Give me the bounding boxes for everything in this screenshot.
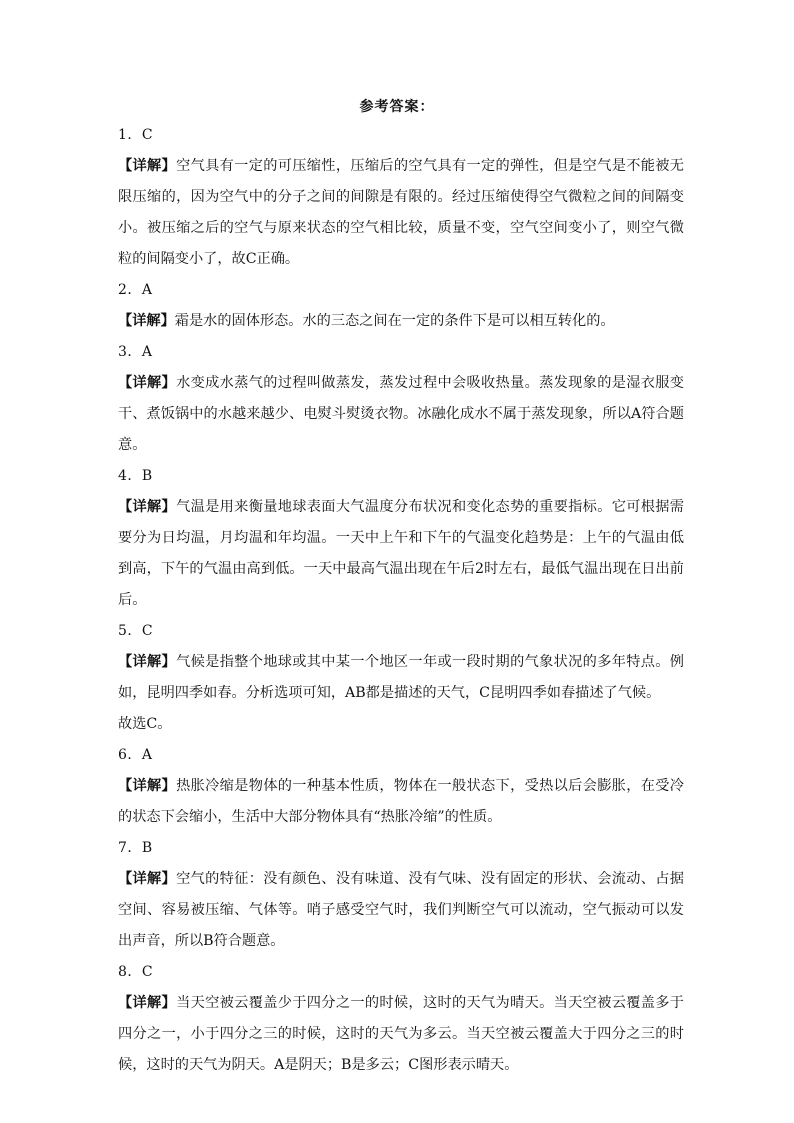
answer-number: 7．B (118, 840, 153, 856)
answer-conclusion: 故选C。 (118, 716, 172, 732)
answer-item-4 (118, 461, 684, 616)
explanation-text: 空气的特征：没有颜色、没有味道、没有气味、没有固定的形状、会流动、占据空间、容易被压缩、气体等。哨子感受空气时，我们判断空气可以流动，空气振动可以发出声音，所以B符合题意。 (118, 871, 684, 949)
answer-number: 4．B (118, 468, 153, 484)
answer-explanation (118, 306, 684, 337)
explanation-text: 空气具有一定的可压缩性，压缩后的空气具有一定的弹性，但是空气是不能被无限压缩的，因为空气中的分子之间的间隙是有限的。经过压缩使得空气微粒之间的间隔变小。被压缩之后的空气与原来状态的空气相比较，质量不变，空气空间变小了，则空气微粒的间隔变小了，故C正确。 (118, 158, 684, 267)
explanation-text: 气候是指整个地球或其中某一个地区一年或一段时期的气象状况的多年特点。例如，昆明四季如春。分析选项可知，AB都是描述的天气，C昆明四季如春描述了气候。 (118, 654, 684, 701)
answer-item-1 (118, 120, 684, 275)
answer-item-3 (118, 337, 684, 461)
explanation-text: 热胀冷缩是物体的一种基本性质，物体在一般状态下，受热以后会膨胀，在受冷的状态下会缩小，生活中大部分物体具有“热胀冷缩”的性质。 (118, 778, 684, 825)
answer-number: 3．A (118, 344, 153, 360)
page-title: 参考答案： (359, 99, 435, 115)
answer-explanation (118, 647, 684, 709)
explanation-tag: 【详解】 (118, 375, 177, 391)
answer-number: 6．A (118, 747, 153, 763)
answer-item-5 (118, 616, 684, 740)
explanation-tag: 【详解】 (118, 778, 177, 794)
explanation-text: 气温是用来衡量地球表面大气温度分布状况和变化态势的重要指标。它可根据需要分为日均温，月均温和年均温。一天中上午和下午的气温变化趋势是：上午的气温由低到高，下午的气温由高到低。一天中最高气温出现在午后2时左右，最低气温出现在日出前后。 (118, 499, 684, 608)
explanation-text: 当天空被云覆盖少于四分之一的时候，这时的天气为晴天。当天空被云覆盖多于四分之一，小于四分之三的时候，这时的天气为多云。当天空被云覆盖大于四分之三的时候，这时的天气为阴天。A是阴天；B是多云；C图形表示晴天。 (118, 995, 684, 1073)
answer-list (118, 120, 684, 1081)
answer-explanation (118, 492, 684, 616)
explanation-tag: 【详解】 (118, 654, 177, 670)
explanation-tag: 【详解】 (118, 313, 175, 329)
answer-number: 8．C (118, 964, 154, 980)
answer-number: 5．C (118, 623, 154, 639)
explanation-tag: 【详解】 (118, 499, 177, 515)
answer-item-2 (118, 275, 684, 337)
answer-explanation (118, 151, 684, 275)
answer-item-8 (118, 957, 684, 1081)
explanation-text: 水变成水蒸气的过程叫做蒸发，蒸发过程中会吸收热量。蒸发现象的是湿衣服变干、煮饭锅中的水越来越少、电熨斗熨烫衣物。冰融化成水不属于蒸发现象，所以A符合题意。 (118, 375, 684, 453)
explanation-tag: 【详解】 (118, 158, 177, 174)
answer-number: 1．C (118, 127, 154, 143)
answer-explanation (118, 988, 684, 1081)
explanation-tag: 【详解】 (118, 995, 177, 1011)
answer-item-6 (118, 740, 684, 833)
explanation-text: 霜是水的固体形态。水的三态之间在一定的条件下是可以相互转化的。 (174, 313, 615, 329)
answer-explanation (118, 771, 684, 833)
answer-item-7 (118, 833, 684, 957)
answer-number: 2．A (118, 282, 153, 298)
answer-explanation (118, 864, 684, 957)
answer-explanation (118, 368, 684, 461)
explanation-tag: 【详解】 (118, 871, 177, 887)
